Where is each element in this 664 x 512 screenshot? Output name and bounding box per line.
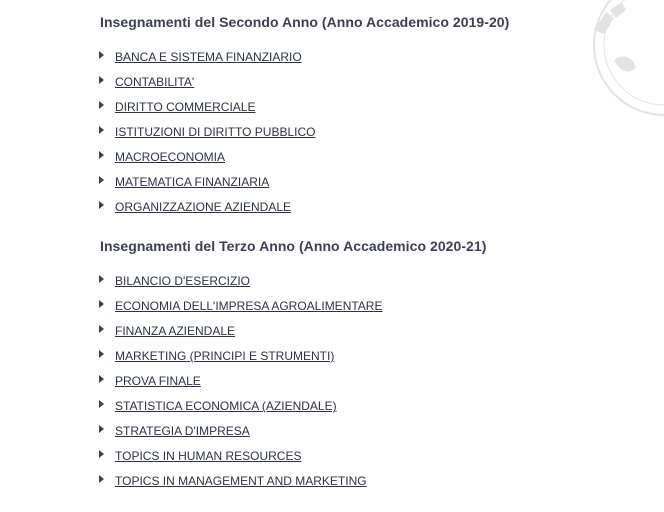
list-item	[99, 322, 382, 347]
course-link[interactable]: BILANCIO D'ESERCIZIO	[115, 274, 250, 288]
course-link[interactable]: MACROECONOMIA	[115, 150, 226, 164]
course-link[interactable]: CONTABILITA'	[115, 75, 195, 89]
list-item	[99, 372, 382, 397]
course-link[interactable]: ORGANIZZAZIONE AZIENDALE	[115, 200, 292, 214]
list-item	[99, 198, 315, 223]
list-item	[99, 98, 315, 123]
course-link[interactable]: MARKETING (PRINCIPI E STRUMENTI)	[115, 349, 335, 363]
triangle-right-icon	[99, 325, 104, 333]
triangle-right-icon	[99, 450, 104, 458]
list-item	[99, 422, 382, 447]
list-item	[99, 173, 315, 198]
course-link[interactable]: STRATEGIA D'IMPRESA	[115, 424, 250, 438]
course-link[interactable]: STATISTICA ECONOMICA (AZIENDALE)	[115, 399, 337, 413]
triangle-right-icon	[99, 76, 104, 84]
triangle-right-icon	[99, 375, 104, 383]
list-item	[99, 297, 382, 322]
triangle-right-icon	[99, 350, 104, 358]
triangle-right-icon	[99, 275, 104, 283]
seal-watermark-icon	[574, 0, 664, 120]
third-year-heading: Insegnamenti del Terzo Anno (Anno Accademico 2020-21)	[100, 238, 487, 254]
triangle-right-icon	[99, 425, 104, 433]
second-year-heading: Insegnamenti del Secondo Anno (Anno Accademico 2019-20)	[100, 14, 510, 30]
list-item	[99, 347, 382, 372]
triangle-right-icon	[99, 176, 104, 184]
course-link[interactable]: ECONOMIA DELL'IMPRESA AGROALIMENTARE	[115, 299, 383, 313]
list-item	[99, 48, 315, 73]
triangle-right-icon	[99, 201, 104, 209]
list-item	[99, 148, 315, 173]
triangle-right-icon	[99, 51, 104, 59]
list-item	[99, 272, 382, 297]
triangle-right-icon	[99, 126, 104, 134]
course-link[interactable]: FINANZA AZIENDALE	[115, 324, 236, 338]
list-item	[99, 397, 382, 422]
course-link[interactable]: PROVA FINALE	[115, 374, 201, 388]
third-year-course-list	[99, 272, 382, 497]
triangle-right-icon	[99, 475, 104, 483]
triangle-right-icon	[99, 151, 104, 159]
course-link[interactable]: TOPICS IN HUMAN RESOURCES	[115, 449, 302, 463]
list-item	[99, 123, 315, 148]
second-year-course-list	[99, 48, 315, 223]
course-link[interactable]: TOPICS IN MANAGEMENT AND MARKETING	[115, 474, 367, 488]
course-link[interactable]: DIRITTO COMMERCIALE	[115, 100, 256, 114]
course-link[interactable]: MATEMATICA FINANZIARIA	[115, 175, 270, 189]
course-link[interactable]: BANCA E SISTEMA FINANZIARIO	[115, 50, 302, 64]
triangle-right-icon	[99, 101, 104, 109]
list-item	[99, 73, 315, 98]
list-item	[99, 472, 382, 497]
list-item	[99, 447, 382, 472]
course-link[interactable]: ISTITUZIONI DI DIRITTO PUBBLICO	[115, 125, 316, 139]
triangle-right-icon	[99, 300, 104, 308]
triangle-right-icon	[99, 400, 104, 408]
